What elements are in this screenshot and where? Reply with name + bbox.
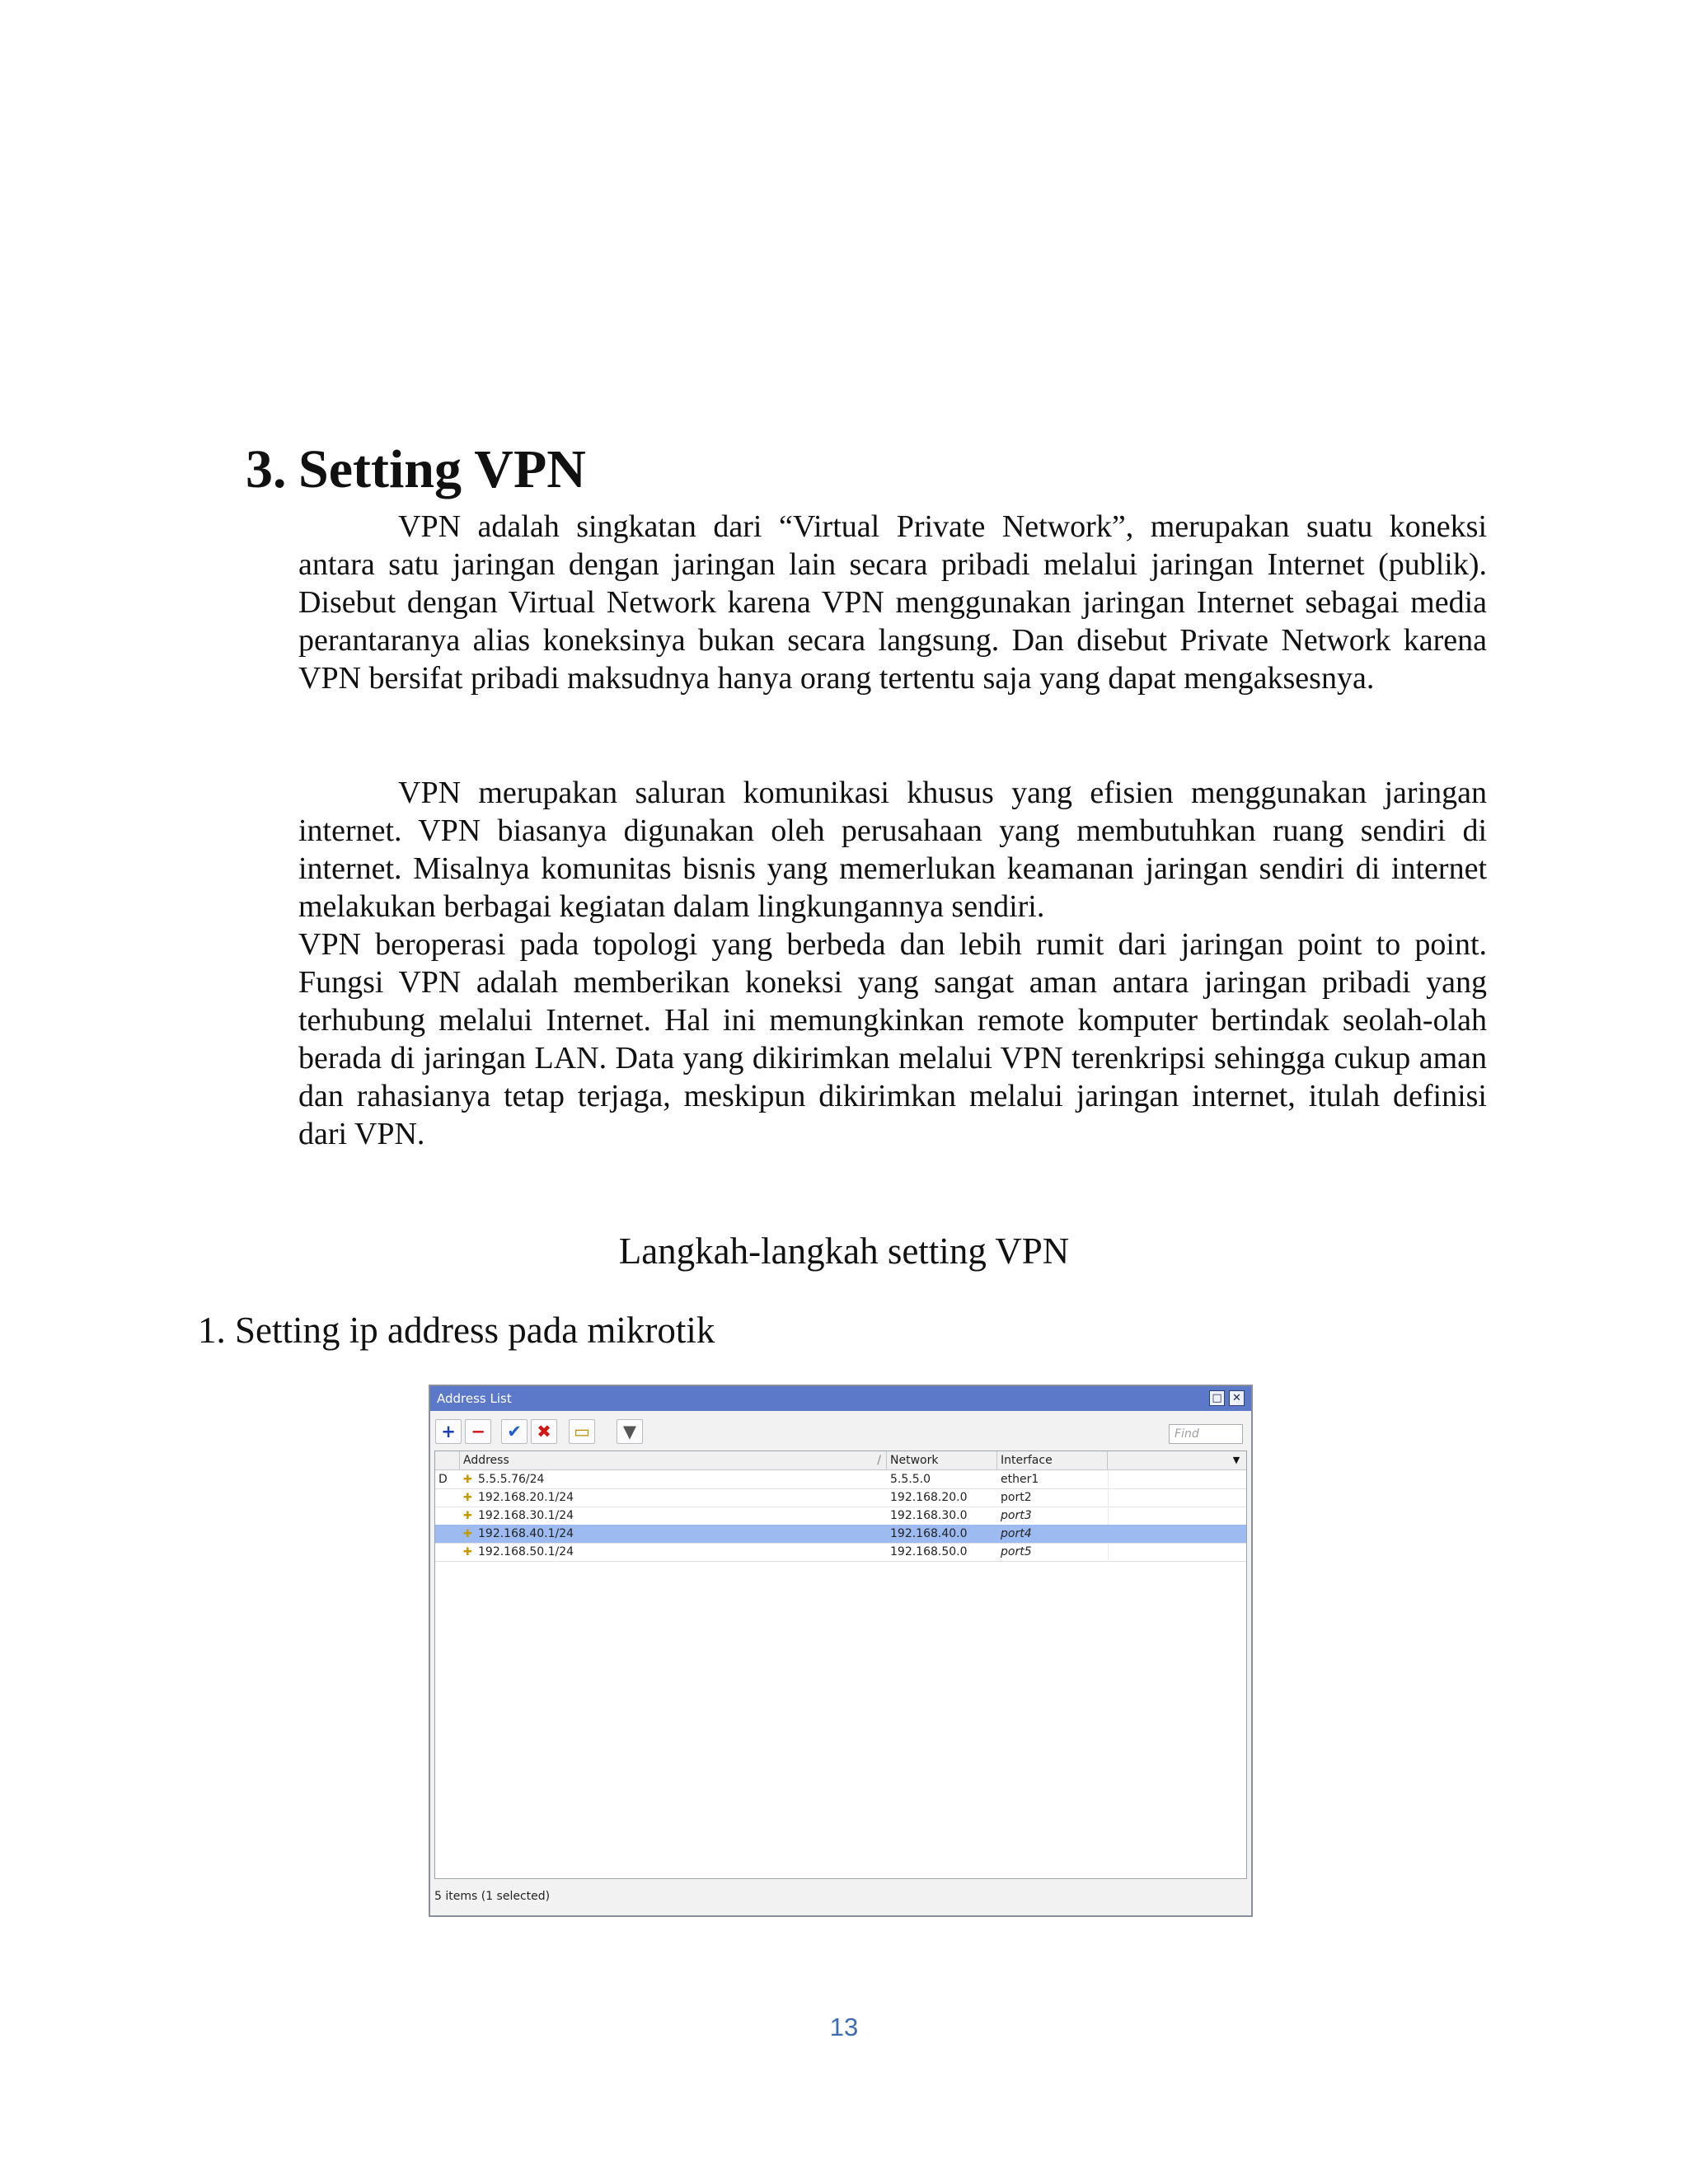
enable-button[interactable]: ✔	[501, 1419, 528, 1444]
section-number: 3.	[246, 439, 287, 499]
find-input[interactable]	[1169, 1424, 1243, 1444]
network-column-header[interactable]	[887, 1451, 997, 1469]
table-row-selected[interactable]	[435, 1525, 1246, 1544]
address-icon: ✚	[463, 1546, 472, 1558]
add-button[interactable]: +	[435, 1419, 462, 1444]
remove-button[interactable]: −	[465, 1419, 491, 1444]
row-interface: ether1	[1001, 1473, 1039, 1486]
address-icon: ✚	[463, 1492, 472, 1504]
address-table	[434, 1451, 1247, 1879]
row-flag: D	[438, 1473, 448, 1486]
table-row[interactable]	[435, 1507, 1246, 1526]
row-network: 192.168.30.0	[890, 1509, 968, 1522]
window-toolbar	[430, 1411, 1251, 1451]
table-row[interactable]	[435, 1488, 1246, 1507]
section-heading	[246, 433, 586, 507]
row-flag	[438, 1525, 458, 1543]
address-column-header[interactable]	[460, 1451, 887, 1469]
row-interface: port5	[1001, 1545, 1032, 1558]
row-interface: port3	[1001, 1509, 1032, 1522]
window-titlebar[interactable]	[430, 1386, 1251, 1411]
row-address: 192.168.40.1/24	[478, 1527, 574, 1540]
close-window-button[interactable]: ✕	[1229, 1390, 1245, 1406]
row-network: 192.168.50.0	[890, 1545, 968, 1558]
status-bar: 5 items (1 selected)	[434, 1890, 551, 1903]
paragraph-vpn-definition: VPN adalah singkatan dari “Virtual Private Network”, merupakan suatu koneksi antara satu jaringan dengan jaringan lain secara pribadi melalui jaringan Internet (publik). Disebut dengan Virtual Network karena VPN menggunakan jaringan Internet sebagai media perantaranya alias koneksinya bukan secara langsung. Dan disebut Private Network karena VPN bersifat pribadi maksudnya hanya orang tertentu saja yang dapat mengaksesnya.	[298, 509, 1487, 696]
window-title: Address List	[437, 1391, 512, 1406]
page-number: 13	[829, 2013, 859, 2041]
paragraph-vpn-topology: VPN beroperasi pada topologi yang berbeda dan lebih rumit dari jaringan point to point. Fungsi VPN adalah memberikan koneksi yang sangat aman antara jaringan pribadi yang terhubung melalui Internet. Hal ini memungkinkan remote komputer bertindak seolah-olah berada di jaringan LAN. Data yang dikirimkan melalui VPN terenkripsi sehingga cukup aman dan rahasianya tetap terjaga, meskipun dikirimkan melalui jaringan internet, itulah definisi dari VPN.	[298, 927, 1487, 1151]
filter-button[interactable]: ▼	[617, 1419, 643, 1444]
restore-window-button[interactable]: □	[1209, 1390, 1225, 1406]
row-address: 5.5.5.76/24	[478, 1473, 545, 1486]
row-network: 192.168.20.0	[890, 1491, 968, 1504]
sort-indicator-icon: /	[877, 1454, 881, 1467]
paragraph-vpn-channel: VPN merupakan saluran komunikasi khusus yang efisien menggunakan jaringan internet. VPN biasanya digunakan oleh perusahaan yang membutuhkan ruang sendiri di internet. Misalnya komunitas bisnis yang memerlukan keamanan jaringan sendiri di internet melakukan berbagai kegiatan dalam lingkungannya sendiri.	[298, 776, 1487, 924]
row-interface: port2	[1001, 1491, 1032, 1504]
network-column-label: Network	[890, 1454, 939, 1467]
section-title: Setting VPN	[298, 439, 586, 499]
address-icon: ✚	[463, 1528, 472, 1540]
comment-button[interactable]: ▭	[569, 1419, 595, 1444]
flag-column-header[interactable]	[435, 1451, 460, 1469]
row-flag	[438, 1507, 458, 1525]
interface-column-header[interactable]	[997, 1451, 1108, 1469]
row-network: 192.168.40.0	[890, 1527, 968, 1540]
disable-button[interactable]: ✖	[531, 1419, 557, 1444]
steps-title: Langkah-langkah setting VPN	[618, 1230, 1070, 1272]
table-row[interactable]	[435, 1470, 1246, 1489]
row-address: 192.168.20.1/24	[478, 1491, 574, 1504]
table-row[interactable]	[435, 1543, 1246, 1562]
interface-column-label: Interface	[1001, 1454, 1053, 1467]
address-column-label: Address	[463, 1454, 509, 1467]
column-menu-icon[interactable]: ▼	[1232, 1455, 1240, 1465]
address-icon: ✚	[463, 1510, 472, 1522]
row-address: 192.168.50.1/24	[478, 1545, 574, 1558]
row-interface: port4	[1001, 1527, 1032, 1540]
table-header	[435, 1451, 1246, 1470]
address-list-window	[429, 1385, 1253, 1917]
address-icon: ✚	[463, 1474, 472, 1486]
row-flag	[438, 1543, 458, 1561]
row-address: 192.168.30.1/24	[478, 1509, 574, 1522]
step-1-heading: 1. Setting ip address pada mikrotik	[198, 1310, 715, 1351]
row-network: 5.5.5.0	[890, 1473, 931, 1486]
row-flag	[438, 1488, 458, 1507]
